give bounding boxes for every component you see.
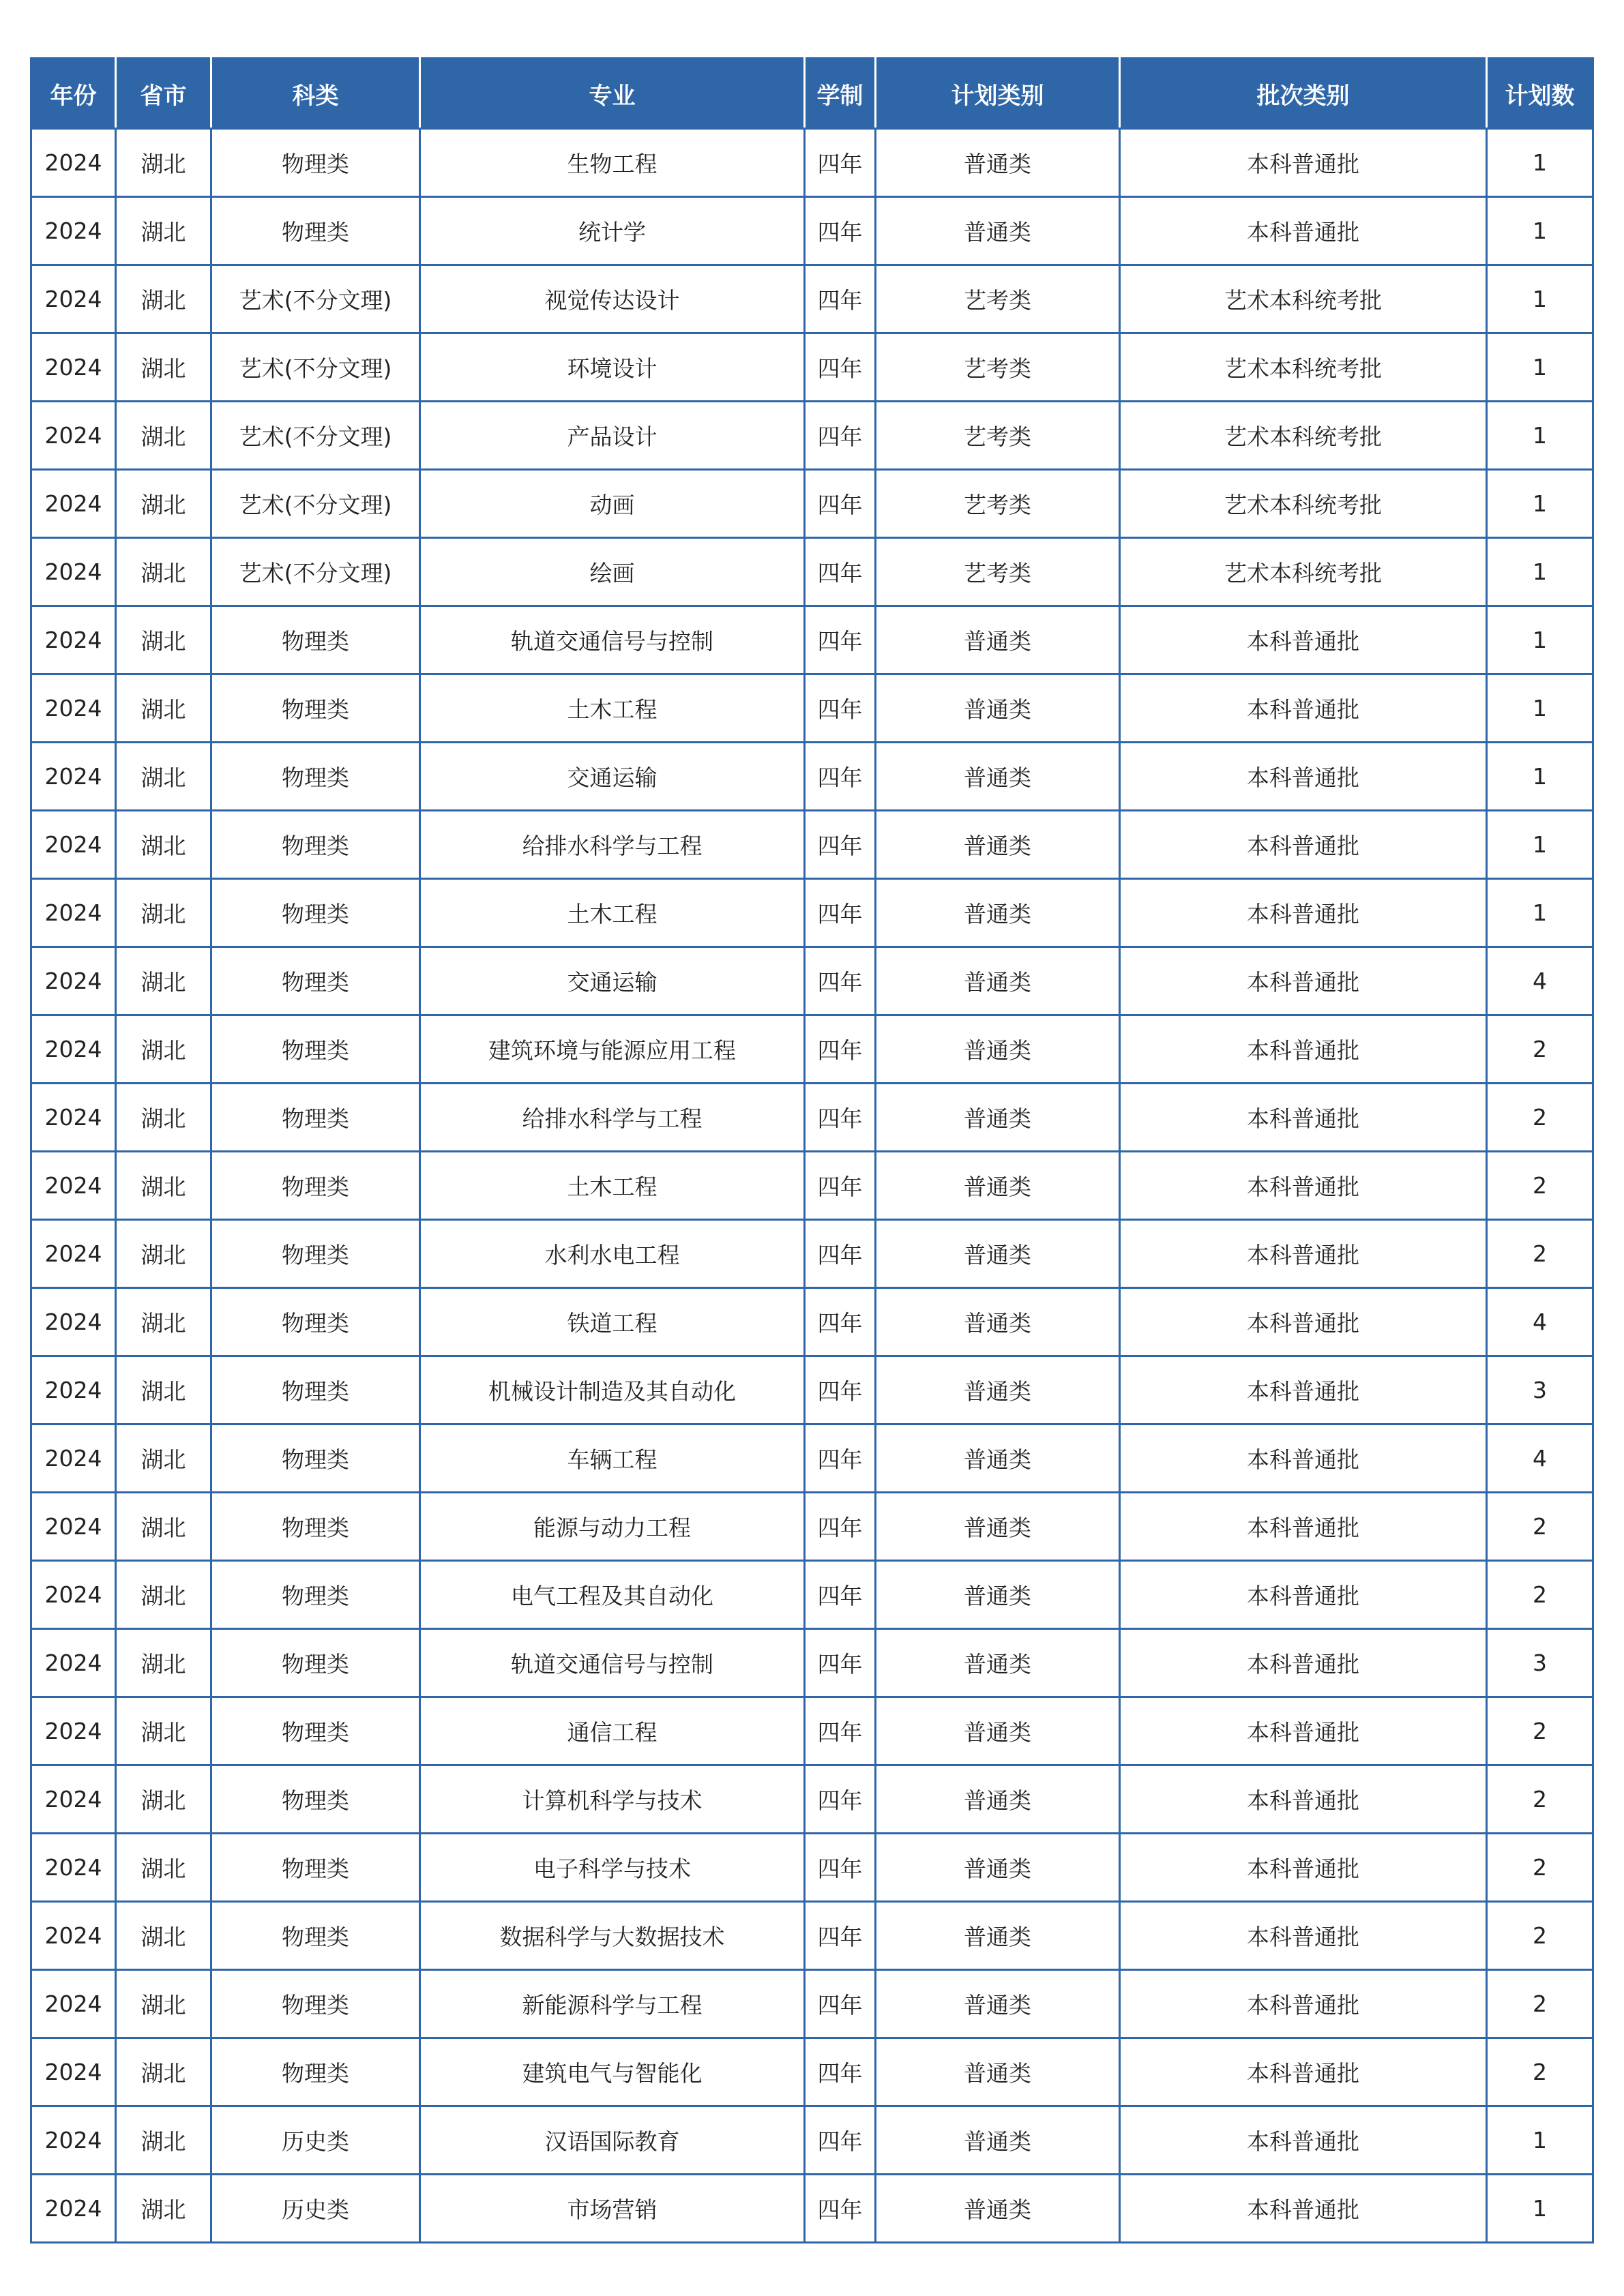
cell-plan-count: 2	[1487, 1697, 1593, 1765]
cell-year: 2024	[31, 265, 116, 333]
cell-subject-category: 物理类	[211, 1765, 420, 1834]
cell-subject-category: 物理类	[211, 1629, 420, 1697]
cell-plan-count: 1	[1487, 538, 1593, 606]
cell-province: 湖北	[116, 1356, 211, 1425]
cell-plan-type: 普通类	[876, 811, 1120, 879]
cell-year: 2024	[31, 1765, 116, 1834]
cell-year: 2024	[31, 1697, 116, 1765]
cell-plan-type: 普通类	[876, 1697, 1120, 1765]
header-year: 年份	[31, 59, 116, 129]
cell-province: 湖北	[116, 1697, 211, 1765]
cell-major: 统计学	[420, 197, 805, 265]
cell-batch-type: 本科普通批	[1120, 2175, 1487, 2243]
cell-plan-count: 2	[1487, 1493, 1593, 1561]
cell-batch-type: 本科普通批	[1120, 1152, 1487, 1220]
cell-major: 电子科学与技术	[420, 1834, 805, 1902]
cell-major: 交通运输	[420, 743, 805, 811]
cell-subject-category: 物理类	[211, 1015, 420, 1084]
cell-batch-type: 艺术本科统考批	[1120, 470, 1487, 538]
cell-plan-count: 1	[1487, 402, 1593, 470]
cell-plan-count: 1	[1487, 879, 1593, 947]
table-row	[31, 674, 1593, 743]
cell-year: 2024	[31, 1561, 116, 1629]
cell-subject-category: 艺术(不分文理)	[211, 402, 420, 470]
table-row	[31, 606, 1593, 674]
cell-year: 2024	[31, 1970, 116, 2038]
cell-subject-category: 艺术(不分文理)	[211, 265, 420, 333]
cell-major: 新能源科学与工程	[420, 1970, 805, 2038]
cell-major: 水利水电工程	[420, 1220, 805, 1288]
cell-subject-category: 物理类	[211, 947, 420, 1015]
cell-major: 建筑电气与智能化	[420, 2038, 805, 2106]
cell-duration: 四年	[805, 947, 876, 1015]
cell-plan-count: 2	[1487, 1970, 1593, 2038]
cell-year: 2024	[31, 606, 116, 674]
cell-major: 土木工程	[420, 879, 805, 947]
cell-province: 湖北	[116, 129, 211, 197]
cell-subject-category: 物理类	[211, 743, 420, 811]
table-row	[31, 811, 1593, 879]
table-row	[31, 1084, 1593, 1152]
cell-major: 机械设计制造及其自动化	[420, 1356, 805, 1425]
cell-subject-category: 物理类	[211, 1288, 420, 1356]
cell-plan-count: 1	[1487, 2175, 1593, 2243]
cell-plan-count: 1	[1487, 129, 1593, 197]
cell-year: 2024	[31, 402, 116, 470]
table-row	[31, 1970, 1593, 2038]
enrollment-plan-table	[30, 57, 1594, 2243]
table-row	[31, 1220, 1593, 1288]
table-row	[31, 129, 1593, 197]
cell-subject-category: 物理类	[211, 1834, 420, 1902]
cell-plan-count: 4	[1487, 1288, 1593, 1356]
cell-year: 2024	[31, 1834, 116, 1902]
cell-duration: 四年	[805, 129, 876, 197]
cell-major: 计算机科学与技术	[420, 1765, 805, 1834]
cell-plan-type: 普通类	[876, 2175, 1120, 2243]
table-row	[31, 1425, 1593, 1493]
cell-year: 2024	[31, 470, 116, 538]
header-province: 省市	[116, 59, 211, 129]
cell-plan-type: 普通类	[876, 674, 1120, 743]
cell-plan-count: 2	[1487, 1561, 1593, 1629]
cell-province: 湖北	[116, 1493, 211, 1561]
cell-plan-type: 普通类	[876, 1765, 1120, 1834]
cell-plan-count: 1	[1487, 333, 1593, 402]
cell-plan-count: 2	[1487, 1220, 1593, 1288]
cell-duration: 四年	[805, 2106, 876, 2175]
cell-plan-type: 普通类	[876, 947, 1120, 1015]
cell-plan-count: 3	[1487, 1629, 1593, 1697]
table-row	[31, 1902, 1593, 1970]
cell-batch-type: 艺术本科统考批	[1120, 333, 1487, 402]
cell-province: 湖北	[116, 1015, 211, 1084]
cell-province: 湖北	[116, 333, 211, 402]
cell-batch-type: 本科普通批	[1120, 1288, 1487, 1356]
cell-duration: 四年	[805, 402, 876, 470]
cell-year: 2024	[31, 197, 116, 265]
cell-plan-type: 普通类	[876, 1629, 1120, 1697]
cell-duration: 四年	[805, 1288, 876, 1356]
cell-province: 湖北	[116, 1970, 211, 2038]
cell-plan-count: 1	[1487, 470, 1593, 538]
table-row	[31, 197, 1593, 265]
cell-major: 电气工程及其自动化	[420, 1561, 805, 1629]
cell-plan-count: 2	[1487, 1015, 1593, 1084]
cell-major: 交通运输	[420, 947, 805, 1015]
cell-province: 湖北	[116, 265, 211, 333]
cell-subject-category: 物理类	[211, 674, 420, 743]
table-row	[31, 1152, 1593, 1220]
cell-duration: 四年	[805, 606, 876, 674]
cell-year: 2024	[31, 674, 116, 743]
cell-duration: 四年	[805, 1561, 876, 1629]
cell-duration: 四年	[805, 265, 876, 333]
table-row	[31, 1015, 1593, 1084]
cell-province: 湖北	[116, 1425, 211, 1493]
cell-major: 建筑环境与能源应用工程	[420, 1015, 805, 1084]
cell-plan-type: 普通类	[876, 1493, 1120, 1561]
cell-subject-category: 物理类	[211, 1084, 420, 1152]
header-plan-count: 计划数	[1487, 59, 1593, 129]
cell-duration: 四年	[805, 1834, 876, 1902]
cell-province: 湖北	[116, 1152, 211, 1220]
table-body	[31, 129, 1593, 2243]
cell-batch-type: 本科普通批	[1120, 674, 1487, 743]
table-row	[31, 1561, 1593, 1629]
cell-duration: 四年	[805, 1629, 876, 1697]
cell-duration: 四年	[805, 743, 876, 811]
cell-subject-category: 物理类	[211, 606, 420, 674]
cell-plan-type: 普通类	[876, 743, 1120, 811]
table-row	[31, 947, 1593, 1015]
cell-year: 2024	[31, 333, 116, 402]
cell-year: 2024	[31, 811, 116, 879]
cell-major: 市场营销	[420, 2175, 805, 2243]
table-row	[31, 1288, 1593, 1356]
cell-plan-type: 普通类	[876, 1220, 1120, 1288]
cell-plan-count: 2	[1487, 2038, 1593, 2106]
cell-plan-type: 普通类	[876, 1834, 1120, 1902]
cell-plan-type: 普通类	[876, 1970, 1120, 2038]
cell-subject-category: 艺术(不分文理)	[211, 538, 420, 606]
cell-batch-type: 本科普通批	[1120, 1220, 1487, 1288]
cell-batch-type: 本科普通批	[1120, 606, 1487, 674]
cell-province: 湖北	[116, 1561, 211, 1629]
cell-plan-count: 1	[1487, 265, 1593, 333]
cell-major: 轨道交通信号与控制	[420, 1629, 805, 1697]
cell-plan-count: 1	[1487, 197, 1593, 265]
cell-batch-type: 本科普通批	[1120, 1765, 1487, 1834]
cell-plan-type: 普通类	[876, 606, 1120, 674]
table-row	[31, 265, 1593, 333]
cell-major: 土木工程	[420, 674, 805, 743]
cell-plan-type: 普通类	[876, 2038, 1120, 2106]
cell-year: 2024	[31, 743, 116, 811]
cell-province: 湖北	[116, 1288, 211, 1356]
table-row	[31, 333, 1593, 402]
cell-province: 湖北	[116, 2106, 211, 2175]
cell-province: 湖北	[116, 1220, 211, 1288]
cell-duration: 四年	[805, 811, 876, 879]
cell-plan-type: 普通类	[876, 1425, 1120, 1493]
cell-year: 2024	[31, 1356, 116, 1425]
table-row	[31, 1765, 1593, 1834]
cell-plan-count: 4	[1487, 947, 1593, 1015]
cell-plan-type: 普通类	[876, 1902, 1120, 1970]
cell-province: 湖北	[116, 1834, 211, 1902]
cell-province: 湖北	[116, 1765, 211, 1834]
cell-year: 2024	[31, 1152, 116, 1220]
table-row	[31, 538, 1593, 606]
cell-plan-type: 艺考类	[876, 470, 1120, 538]
cell-year: 2024	[31, 1493, 116, 1561]
cell-duration: 四年	[805, 2175, 876, 2243]
cell-duration: 四年	[805, 2038, 876, 2106]
cell-province: 湖北	[116, 402, 211, 470]
cell-major: 产品设计	[420, 402, 805, 470]
cell-batch-type: 本科普通批	[1120, 2038, 1487, 2106]
cell-plan-type: 普通类	[876, 2106, 1120, 2175]
cell-subject-category: 物理类	[211, 879, 420, 947]
table-row	[31, 2175, 1593, 2243]
header-plan-type: 计划类别	[876, 59, 1120, 129]
cell-year: 2024	[31, 947, 116, 1015]
table-row	[31, 470, 1593, 538]
cell-major: 视觉传达设计	[420, 265, 805, 333]
cell-duration: 四年	[805, 1493, 876, 1561]
cell-province: 湖北	[116, 1629, 211, 1697]
cell-plan-type: 艺考类	[876, 265, 1120, 333]
cell-major: 轨道交通信号与控制	[420, 606, 805, 674]
cell-major: 给排水科学与工程	[420, 811, 805, 879]
cell-duration: 四年	[805, 674, 876, 743]
header-major: 专业	[420, 59, 805, 129]
cell-subject-category: 物理类	[211, 197, 420, 265]
cell-plan-count: 1	[1487, 606, 1593, 674]
header-subject-category: 科类	[211, 59, 420, 129]
cell-batch-type: 本科普通批	[1120, 1902, 1487, 1970]
cell-subject-category: 物理类	[211, 1493, 420, 1561]
cell-major: 汉语国际教育	[420, 2106, 805, 2175]
cell-year: 2024	[31, 538, 116, 606]
cell-subject-category: 物理类	[211, 129, 420, 197]
cell-year: 2024	[31, 879, 116, 947]
cell-plan-count: 2	[1487, 1084, 1593, 1152]
cell-batch-type: 本科普通批	[1120, 1629, 1487, 1697]
cell-plan-type: 普通类	[876, 1084, 1120, 1152]
cell-subject-category: 历史类	[211, 2175, 420, 2243]
cell-major: 能源与动力工程	[420, 1493, 805, 1561]
cell-province: 湖北	[116, 743, 211, 811]
cell-subject-category: 物理类	[211, 1220, 420, 1288]
cell-plan-type: 普通类	[876, 197, 1120, 265]
cell-duration: 四年	[805, 1902, 876, 1970]
cell-plan-type: 普通类	[876, 1288, 1120, 1356]
cell-plan-count: 2	[1487, 1765, 1593, 1834]
cell-duration: 四年	[805, 879, 876, 947]
cell-major: 数据科学与大数据技术	[420, 1902, 805, 1970]
cell-subject-category: 物理类	[211, 1902, 420, 1970]
cell-batch-type: 本科普通批	[1120, 743, 1487, 811]
header-batch-type: 批次类别	[1120, 59, 1487, 129]
cell-plan-count: 1	[1487, 811, 1593, 879]
cell-year: 2024	[31, 1629, 116, 1697]
cell-duration: 四年	[805, 538, 876, 606]
cell-province: 湖北	[116, 470, 211, 538]
cell-duration: 四年	[805, 197, 876, 265]
table-row	[31, 1356, 1593, 1425]
cell-plan-type: 艺考类	[876, 402, 1120, 470]
cell-batch-type: 本科普通批	[1120, 811, 1487, 879]
cell-year: 2024	[31, 1220, 116, 1288]
cell-batch-type: 本科普通批	[1120, 2106, 1487, 2175]
cell-batch-type: 本科普通批	[1120, 1561, 1487, 1629]
cell-year: 2024	[31, 1084, 116, 1152]
cell-batch-type: 本科普通批	[1120, 879, 1487, 947]
cell-plan-count: 2	[1487, 1834, 1593, 1902]
cell-major: 生物工程	[420, 129, 805, 197]
cell-subject-category: 物理类	[211, 1425, 420, 1493]
cell-batch-type: 本科普通批	[1120, 947, 1487, 1015]
cell-batch-type: 本科普通批	[1120, 1493, 1487, 1561]
cell-batch-type: 艺术本科统考批	[1120, 538, 1487, 606]
cell-batch-type: 本科普通批	[1120, 1015, 1487, 1084]
cell-duration: 四年	[805, 1697, 876, 1765]
cell-plan-type: 普通类	[876, 1561, 1120, 1629]
cell-subject-category: 历史类	[211, 2106, 420, 2175]
cell-major: 给排水科学与工程	[420, 1084, 805, 1152]
cell-plan-count: 1	[1487, 2106, 1593, 2175]
cell-province: 湖北	[116, 1084, 211, 1152]
cell-plan-count: 1	[1487, 674, 1593, 743]
cell-plan-type: 普通类	[876, 1152, 1120, 1220]
cell-year: 2024	[31, 1015, 116, 1084]
cell-duration: 四年	[805, 1152, 876, 1220]
cell-batch-type: 本科普通批	[1120, 129, 1487, 197]
cell-province: 湖北	[116, 811, 211, 879]
cell-major: 土木工程	[420, 1152, 805, 1220]
cell-subject-category: 物理类	[211, 2038, 420, 2106]
table-row	[31, 1493, 1593, 1561]
cell-plan-count: 4	[1487, 1425, 1593, 1493]
cell-duration: 四年	[805, 1765, 876, 1834]
cell-major: 绘画	[420, 538, 805, 606]
cell-batch-type: 本科普通批	[1120, 1697, 1487, 1765]
cell-year: 2024	[31, 2038, 116, 2106]
cell-duration: 四年	[805, 1970, 876, 2038]
cell-batch-type: 艺术本科统考批	[1120, 402, 1487, 470]
cell-subject-category: 物理类	[211, 1356, 420, 1425]
header-row	[31, 59, 1593, 129]
cell-plan-type: 普通类	[876, 1356, 1120, 1425]
cell-major: 通信工程	[420, 1697, 805, 1765]
table-row	[31, 2106, 1593, 2175]
cell-batch-type: 艺术本科统考批	[1120, 265, 1487, 333]
cell-duration: 四年	[805, 1356, 876, 1425]
cell-province: 湖北	[116, 2038, 211, 2106]
cell-plan-type: 普通类	[876, 129, 1120, 197]
table-row	[31, 1834, 1593, 1902]
cell-duration: 四年	[805, 1015, 876, 1084]
table-header	[31, 59, 1593, 129]
cell-subject-category: 物理类	[211, 1152, 420, 1220]
cell-year: 2024	[31, 1902, 116, 1970]
cell-subject-category: 艺术(不分文理)	[211, 470, 420, 538]
table-row	[31, 1629, 1593, 1697]
cell-duration: 四年	[805, 1425, 876, 1493]
cell-province: 湖北	[116, 538, 211, 606]
cell-batch-type: 本科普通批	[1120, 197, 1487, 265]
cell-province: 湖北	[116, 606, 211, 674]
cell-duration: 四年	[805, 1220, 876, 1288]
cell-major: 铁道工程	[420, 1288, 805, 1356]
cell-plan-type: 艺考类	[876, 538, 1120, 606]
cell-batch-type: 本科普通批	[1120, 1356, 1487, 1425]
cell-plan-count: 2	[1487, 1152, 1593, 1220]
cell-province: 湖北	[116, 1902, 211, 1970]
cell-subject-category: 物理类	[211, 811, 420, 879]
cell-batch-type: 本科普通批	[1120, 1834, 1487, 1902]
cell-year: 2024	[31, 1288, 116, 1356]
cell-province: 湖北	[116, 947, 211, 1015]
cell-province: 湖北	[116, 879, 211, 947]
table-row	[31, 2038, 1593, 2106]
cell-plan-count: 2	[1487, 1902, 1593, 1970]
cell-batch-type: 本科普通批	[1120, 1084, 1487, 1152]
cell-batch-type: 本科普通批	[1120, 1425, 1487, 1493]
cell-subject-category: 物理类	[211, 1697, 420, 1765]
table-row	[31, 879, 1593, 947]
cell-major: 动画	[420, 470, 805, 538]
cell-province: 湖北	[116, 197, 211, 265]
cell-year: 2024	[31, 2106, 116, 2175]
cell-major: 环境设计	[420, 333, 805, 402]
cell-duration: 四年	[805, 470, 876, 538]
table-row	[31, 402, 1593, 470]
cell-plan-count: 1	[1487, 743, 1593, 811]
cell-duration: 四年	[805, 333, 876, 402]
table-row	[31, 1697, 1593, 1765]
cell-subject-category: 物理类	[211, 1970, 420, 2038]
cell-year: 2024	[31, 2175, 116, 2243]
cell-plan-count: 3	[1487, 1356, 1593, 1425]
cell-province: 湖北	[116, 674, 211, 743]
table-row	[31, 743, 1593, 811]
cell-year: 2024	[31, 1425, 116, 1493]
cell-province: 湖北	[116, 2175, 211, 2243]
cell-subject-category: 物理类	[211, 1561, 420, 1629]
cell-duration: 四年	[805, 1084, 876, 1152]
cell-batch-type: 本科普通批	[1120, 1970, 1487, 2038]
cell-plan-type: 艺考类	[876, 333, 1120, 402]
cell-subject-category: 艺术(不分文理)	[211, 333, 420, 402]
cell-year: 2024	[31, 129, 116, 197]
cell-plan-type: 普通类	[876, 1015, 1120, 1084]
header-duration: 学制	[805, 59, 876, 129]
cell-major: 车辆工程	[420, 1425, 805, 1493]
cell-plan-type: 普通类	[876, 879, 1120, 947]
